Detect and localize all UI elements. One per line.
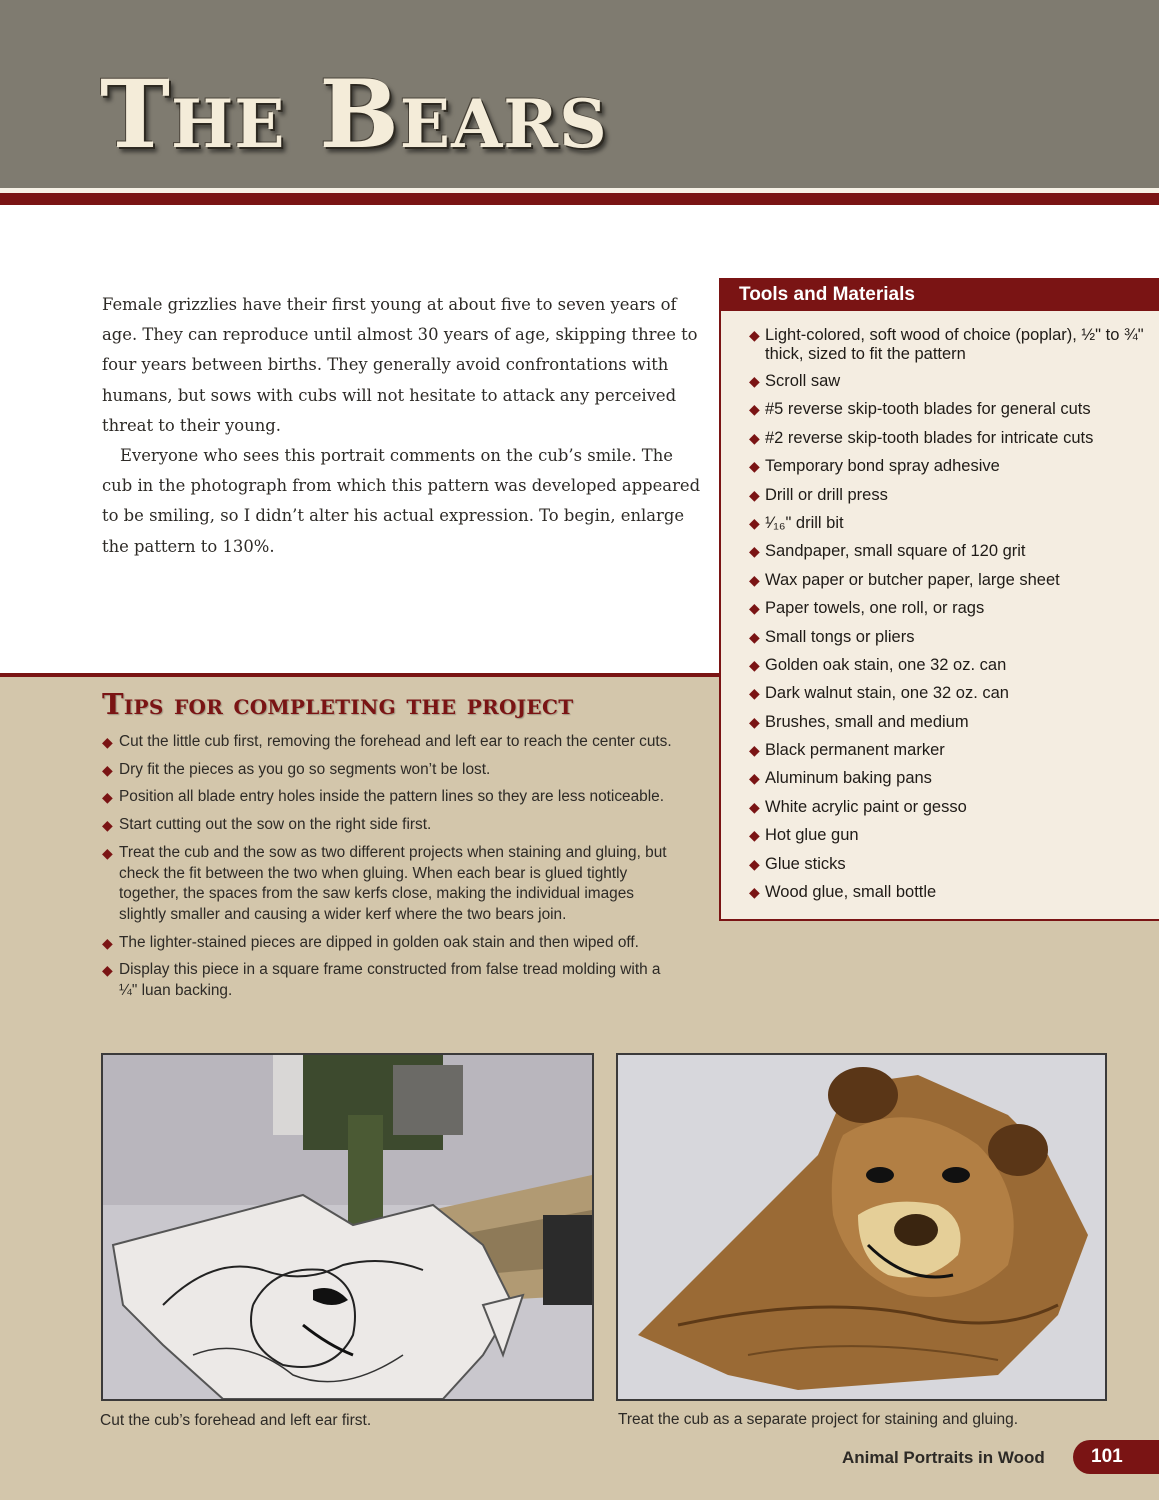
diamond-bullet-icon: ◆ [749,514,760,531]
diamond-bullet-icon: ◆ [749,373,760,389]
bear-cub-photo [616,1053,1107,1401]
diamond-bullet-icon: ◆ [749,543,760,560]
tools-list-item [749,542,1159,561]
scroll-saw-illustration [103,1055,592,1399]
tools-list-item [749,571,1159,590]
tools-list-item [749,486,1159,505]
diamond-bullet-icon: ◆ [749,855,760,872]
tools-item-text: Sandpaper, small square of 120 grit [765,542,1026,561]
tools-list-item [749,457,1159,476]
diamond-bullet-icon: ◆ [102,789,113,806]
tools-list-item [749,855,1159,874]
tools-list-item [749,326,1159,363]
footer-book-title: Animal Portraits in Wood [842,1448,1045,1467]
diamond-bullet-icon: ◆ [749,571,760,588]
diamond-bullet-icon: ◆ [749,628,760,645]
diamond-bullet-icon: ◆ [749,600,760,617]
tools-item-text: White acrylic paint or gesso [765,797,967,816]
diamond-bullet-icon: ◆ [749,458,760,475]
tools-item-text: Glue sticks [765,854,846,873]
diamond-bullet-icon: ◆ [749,827,760,844]
tools-list-item [749,656,1159,675]
tips-item-text: Treat the cub and the sow as two different projects when staining and gluing, but check the fit between the two when gluing. When each bear is glued tightly together, the spaces from the saw kerfs close, making the individual images slightly smaller and causing a wider kerf where the two bears join. [119,843,667,923]
diamond-bullet-icon: ◆ [102,934,113,951]
tools-item-text: Drill or drill press [765,485,888,504]
diamond-bullet-icon: ◆ [102,962,113,979]
tools-list-item [749,429,1159,448]
tools-item-text: Wood glue, small bottle [765,883,937,902]
intro-paragraph: Everyone who sees this portrait comments on the cub’s smile. The cub in the photograph from which this pattern was developed appeared to be smiling, so I didn’t alter his actual expression. To begin, enlarge the pattern to 130%. [102,446,701,556]
page-title: The Bears [100,60,608,170]
tools-list-item [749,628,1159,647]
tools-list-item [749,741,1159,760]
tools-list-item [749,400,1159,419]
tips-list-item [102,843,682,926]
diamond-bullet-icon: ◆ [749,486,760,503]
diamond-bullet-icon: ◆ [749,656,760,673]
bear-cub-illustration [618,1055,1105,1399]
tools-list-item [749,826,1159,845]
diamond-bullet-icon: ◆ [749,685,760,702]
tools-list-item [749,713,1159,732]
tools-heading: Tools and Materials [721,278,1159,311]
tools-list-item [749,684,1159,703]
tools-item-text: ¹⁄₁₆" drill bit [765,513,844,532]
tools-item-text: Black permanent marker [765,741,945,760]
tips-item-text: The lighter-stained pieces are dipped in golden oak stain and then wiped off. [119,933,639,951]
tips-list-item [102,815,682,836]
header-divider-red [0,193,1159,205]
tools-item-text: Hot glue gun [765,826,859,845]
photo-caption: Treat the cub as a separate project for staining and gluing. [618,1411,1019,1428]
tools-item-text: Brushes, small and medium [765,712,969,731]
tips-list-item [102,960,682,1001]
tools-list-item [749,372,1159,391]
tips-divider [0,673,720,677]
diamond-bullet-icon: ◆ [749,429,760,446]
tools-item-text: Small tongs or pliers [765,627,915,646]
diamond-bullet-icon: ◆ [749,884,760,901]
diamond-bullet-icon: ◆ [102,817,113,834]
tools-item-text: #2 reverse skip-tooth blades for intricate cuts [765,428,1094,447]
diamond-bullet-icon: ◆ [749,401,760,418]
tips-heading: Tips for completing the project [102,687,574,721]
tools-list-item [749,769,1159,788]
tools-list [721,311,1159,902]
diamond-bullet-icon: ◆ [749,770,760,787]
tools-and-materials-box [719,278,1159,921]
tips-item-text: Start cutting out the sow on the right side first. [119,816,432,834]
tools-item-text: Wax paper or butcher paper, large sheet [765,570,1060,589]
tools-list-item [749,798,1159,817]
page-number-badge: 101 [1073,1440,1159,1474]
diamond-bullet-icon: ◆ [102,761,113,778]
tips-list [102,732,682,1009]
diamond-bullet-icon: ◆ [749,713,760,730]
diamond-bullet-icon: ◆ [102,734,113,750]
tips-list-item [102,760,682,781]
tips-list-item [102,732,682,753]
tips-list-item [102,787,682,808]
tools-item-text: Light-colored, soft wood of choice (poplar), ½" to ¾" thick, sized to fit the pattern [765,326,1144,363]
intro-paragraph: Female grizzlies have their first young at about five to seven years of age. They can reproduce until almost 30 years of age, skipping three to four years between births. They generally avoid confrontations with humans, but sows with cubs will not hesitate to attack any perceived threat to their young. [102,295,698,435]
photo-caption: Cut the cub’s forehead and left ear first. [100,1412,372,1429]
tools-item-text: #5 reverse skip-tooth blades for general cuts [765,400,1091,419]
diamond-bullet-icon: ◆ [102,844,113,861]
tools-item-text: Temporary bond spray adhesive [765,457,1000,476]
tools-item-text: Golden oak stain, one 32 oz. can [765,655,1007,674]
tools-item-text: Aluminum baking pans [765,769,932,788]
diamond-bullet-icon: ◆ [749,742,760,759]
tools-item-text: Paper towels, one roll, or rags [765,599,985,618]
tips-list-item [102,933,682,954]
tips-item-text: Position all blade entry holes inside the pattern lines so they are less noticeable. [119,788,664,806]
tools-item-text: Dark walnut stain, one 32 oz. can [765,684,1009,703]
tools-item-text: Scroll saw [765,372,841,390]
tips-item-text: Display this piece in a square frame constructed from false tread molding with a ¼" luan backing. [119,961,661,1000]
tools-list-item [749,514,1159,533]
scroll-saw-photo [101,1053,594,1401]
intro-text [102,290,702,562]
diamond-bullet-icon: ◆ [749,327,760,343]
diamond-bullet-icon: ◆ [749,798,760,815]
tips-item-text: Cut the little cub first, removing the forehead and left ear to reach the center cuts. [119,733,672,750]
tips-item-text: Dry fit the pieces as you go so segments won’t be lost. [119,760,491,778]
tools-list-item [749,599,1159,618]
tools-list-item [749,883,1159,902]
